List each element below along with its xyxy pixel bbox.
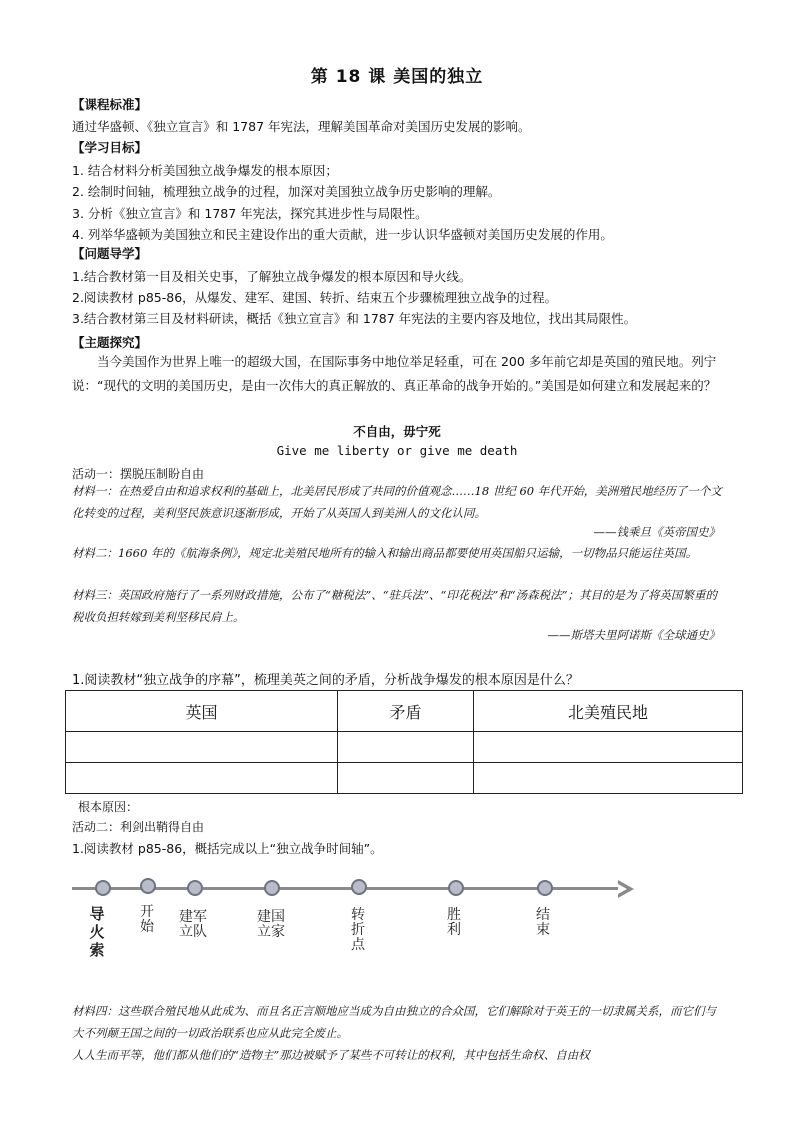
guide-item: 3.结合教材第三目及材料研读，概括《独立宣言》和 1787 年宪法的主要内容及地位，找出其局限性。: [72, 311, 637, 326]
goal-item: 1. 结合材料分析美国独立战争爆发的根本原因；: [72, 163, 338, 178]
header-contradiction: 矛盾: [338, 691, 474, 732]
activity1-heading: 活动一：摆脱压制盼自由: [72, 467, 205, 481]
activity1-question: 1.阅读教材“独立战争的序幕”，梳理美英之间的矛盾，分析战争爆发的根本原因是什么？: [72, 673, 579, 688]
timeline-dot: [537, 880, 553, 896]
standard-text: 通过华盛顿、《独立宣言》和 1787 年宪法，理解美国革命对美国历史发展的影响。: [72, 119, 531, 134]
goal-item: 3. 分析《独立宣言》和 1787 年宪法，探究其进步性与局限性。: [72, 206, 428, 221]
table-cell[interactable]: [66, 763, 338, 794]
material-1: 材料一：在热爱自由和追求权利的基础上，北美居民形成了共同的价值观念……18 世纪 60 年代开始，美洲殖民地经历了一个文化转变的过程，美利坚民族意识逐渐形成，开始了从英国人到美洲人的文化认同。: [72, 484, 722, 520]
contradiction-table: [65, 690, 743, 794]
motto-en: Give me liberty or give me death: [276, 443, 518, 458]
material-4: 材料四：这些联合殖民地从此成为、而且名正言顺地应当成为自由独立的合众国，它们解除对于英王的一切隶属关系，而它们与大不列颠王国之间的一切政治联系也应从此完全废止。: [72, 1004, 716, 1040]
guide-item: 1.结合教材第一目及相关史事，了解独立战争爆发的根本原因和导火线。: [72, 269, 472, 284]
table-cell[interactable]: [338, 763, 474, 794]
timeline-dot: [140, 878, 156, 894]
explore-heading: 【主题探究】: [72, 335, 148, 350]
header-britain: 英国: [66, 691, 338, 732]
goal-item: 4. 列举华盛顿为美国独立和民主建设作出的重大贡献，进一步认识华盛顿对美国历史发展的作用。: [72, 227, 613, 242]
table-cell[interactable]: [474, 763, 743, 794]
guide-item: 2.阅读教材 p85-86，从爆发、建军、建国、转折、结束五个步骤梳理独立战争的过程。: [72, 290, 558, 305]
table-header-row: [66, 691, 743, 732]
material-3-source: ——斯塔夫里阿诺斯《全球通史》: [547, 628, 720, 642]
activity2-question: 1.阅读教材 p85-86，概括完成以上“独立战争时间轴”。: [72, 841, 383, 856]
explore-intro: 当今美国作为世界上唯一的超级大国，在国际事务中地位举足轻重，可在 200 多年前它却是英国的殖民地。列宁说：“现代的文明的美国历史，是由一次伟大的真正解放的、真正革命的战争开始的。”美国是如何建立和发展起来的？: [72, 354, 717, 393]
activity2-heading: 活动二：利剑出鞘得自由: [72, 820, 205, 834]
page-title: 第 18 课 美国的独立: [310, 67, 484, 87]
guide-heading: 【问题导学】: [72, 246, 148, 261]
timeline-dot: [351, 879, 367, 895]
goal-item: 2. 绘制时间轴，梳理独立战争的过程，加深对美国独立战争历史影响的理解。: [72, 184, 501, 199]
timeline-dot: [264, 880, 280, 896]
table-cell[interactable]: [66, 732, 338, 763]
timeline-label-start: 开始: [140, 904, 154, 935]
material-2: 材料二：1660 年的《航海条例》，规定北美殖民地所有的输入和输出商品都要使用英国船只运输，一切物品只能运往英国。: [72, 546, 698, 560]
timeline-label-turning-point: 转折点: [351, 907, 365, 953]
timeline-label-victory: 胜利: [447, 907, 461, 938]
timeline-arrow-inner: [618, 884, 627, 894]
timeline-label-end: 结束: [536, 907, 550, 938]
timeline-label-nation: 建国立家: [257, 909, 285, 940]
timeline-dot: [187, 880, 203, 896]
table-row: [66, 732, 743, 763]
material-3: 材料三：英国政府施行了一系列财政措施，公布了“糖税法”、“驻兵法”、“印花税法”和“汤森税法”；其目的是为了将英国繁重的税收负担转嫁到美利坚移民肩上。: [72, 588, 718, 624]
timeline-dot: [95, 880, 111, 896]
timeline-label-trigger: 导火索: [89, 905, 105, 959]
table-row: [66, 763, 743, 794]
timeline-label-army: 建军立队: [179, 909, 207, 940]
root-cause-label: 根本原因：: [78, 800, 139, 814]
goals-heading: 【学习目标】: [72, 140, 148, 155]
timeline-dot: [448, 880, 464, 896]
material-4-continued: 人人生而平等，他们都从他们的“造物主”那边被赋予了某些不可转让的权利，其中包括生命权、自由权: [72, 1048, 590, 1062]
standard-heading: 【课程标准】: [72, 97, 148, 112]
material-1-source: ——钱乘旦《英帝国史》: [593, 525, 720, 539]
table-cell[interactable]: [474, 732, 743, 763]
table-cell[interactable]: [338, 732, 474, 763]
motto-cn: 不自由，毋宁死: [353, 424, 441, 439]
header-colonies: 北美殖民地: [474, 691, 743, 732]
